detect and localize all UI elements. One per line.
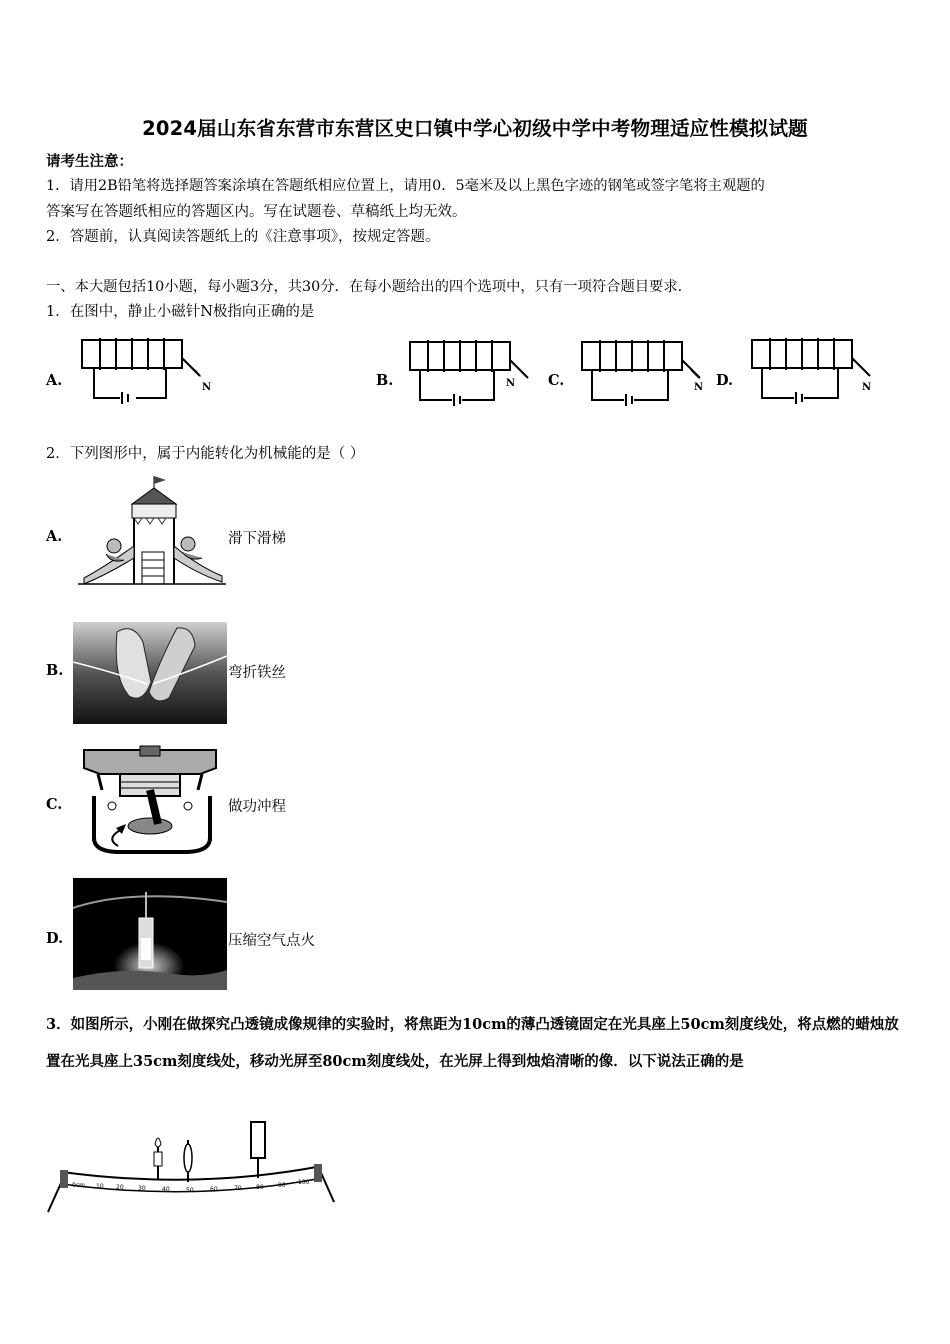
- q2-engine-power-stroke-image: [80, 746, 220, 856]
- q1-solenoid-diagram-c: [578, 338, 718, 410]
- q2-bending-wire-image: [73, 622, 227, 724]
- q1-needle-n-label-c: N: [694, 382, 704, 393]
- q3-optical-bench-diagram: [46, 1120, 336, 1214]
- q1-needle-n-label-b: N: [506, 378, 516, 389]
- notice-line-2: 2．答题前，认真阅读答题纸上的《注意事项》，按规定答题。: [46, 229, 440, 245]
- q1-stem: 1．在图中，静止小磁针N极指向正确的是: [46, 304, 315, 320]
- q2-option-c-caption: 做功冲程: [228, 799, 286, 815]
- q2-option-b-caption: 弯折铁丝: [228, 665, 286, 681]
- q3-scale-label-70: 70: [234, 1185, 242, 1192]
- q1-option-c-label: C.: [548, 372, 565, 389]
- q1-option-a-label: A.: [46, 372, 63, 389]
- q2-option-b-label: B.: [46, 662, 64, 679]
- q3-scale-label-80: 80: [256, 1184, 264, 1191]
- q3-scale-label-20: 20: [116, 1184, 124, 1191]
- q2-option-c-label: C.: [46, 796, 63, 813]
- page-title: 2024届山东省东营市东营区史口镇中学心初级中学中考物理适应性模拟试题: [142, 117, 808, 140]
- q3-scale-label-100: 100: [298, 1179, 310, 1186]
- q2-option-a-label: A.: [46, 528, 63, 545]
- q1-solenoid-diagram-a: [78, 336, 218, 408]
- q1-solenoid-diagram-d: [748, 336, 888, 408]
- q3-scale-label-10: 10: [96, 1183, 104, 1190]
- notice-heading: 请考生注意：: [46, 153, 133, 170]
- q1-solenoid-diagram-b: [406, 338, 546, 410]
- q1-option-b-label: B.: [376, 372, 394, 389]
- q3-scale-label-40: 40: [162, 1186, 170, 1193]
- section-intro: 一、本大题包括10小题，每小题3分，共30分．在每小题给出的四个选项中，只有一项符合题目要求．: [46, 279, 692, 295]
- q3-scale-label-60: 60: [210, 1186, 218, 1193]
- q2-option-a-caption: 滑下滑梯: [228, 531, 286, 547]
- notice-line-1a: 1．请用2B铅笔将选择题答案涂填在答题纸相应位置上，请用0．5毫米及以上黑色字迹的钢笔或签字笔将主观题的: [46, 178, 765, 194]
- q3-scale-label-30: 30: [138, 1185, 146, 1192]
- q3-scale-label-0: 0cm: [72, 1182, 85, 1189]
- q1-option-d-label: D.: [716, 372, 734, 389]
- q2-option-d-caption: 压缩空气点火: [228, 933, 315, 949]
- q1-needle-n-label-a: N: [202, 382, 212, 393]
- q2-stem: 2．下列图形中，属于内能转化为机械能的是（ ）: [46, 446, 365, 462]
- q3-stem: 3．如图所示，小刚在做探究凸透镜成像规律的实验时，将焦距为10cm的薄凸透镜固定在光具座上50cm刻度线处，将点燃的蜡烛放置在光具座上35cm刻度线处，移动光屏至80cm刻度线处，在光屏上得到烛焰清晰的像．以下说法正确的是: [46, 1016, 899, 1070]
- q2-option-d-label: D.: [46, 930, 64, 947]
- notice-line-1b: 答案写在答题纸相应的答题区内。写在试题卷、草稿纸上均无效。: [46, 204, 467, 220]
- q3-scale-label-50: 50: [186, 1187, 194, 1194]
- q2-slide-image: [76, 476, 228, 588]
- q3-scale-label-90: 90: [278, 1182, 286, 1189]
- q1-needle-n-label-d: N: [862, 382, 872, 393]
- q2-air-compression-ignition-image: [73, 878, 227, 990]
